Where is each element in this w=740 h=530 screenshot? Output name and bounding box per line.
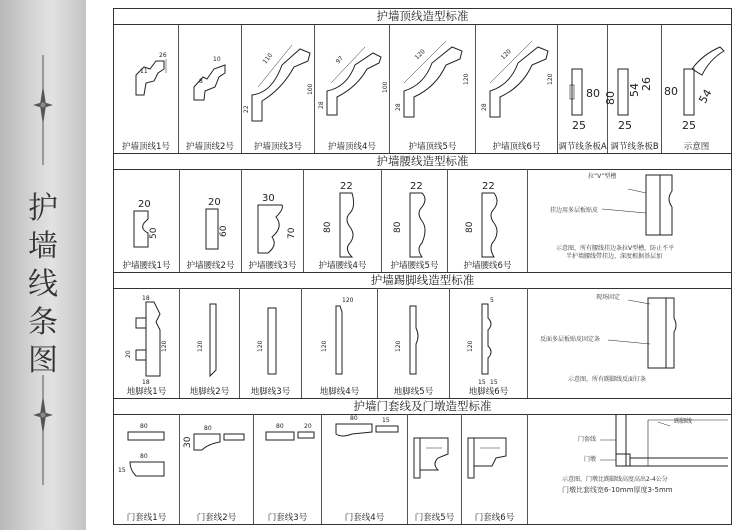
crown-4-cell bbox=[315, 25, 390, 153]
caption-skirt-3: 地脚线3号 bbox=[250, 387, 291, 397]
svg-text:25: 25 bbox=[572, 119, 586, 132]
caption-adj-a: 调节线条板A bbox=[558, 142, 607, 152]
door-note-a: 踢脚线 bbox=[674, 418, 693, 425]
caption-crown-3: 护墙顶线3号 bbox=[254, 142, 302, 152]
crown-2-drawing bbox=[179, 25, 242, 140]
skirt-4-cell bbox=[302, 288, 378, 398]
waist-5-drawing bbox=[382, 169, 448, 261]
door-row bbox=[114, 414, 731, 524]
crown-diagram-drawing bbox=[662, 25, 731, 140]
sidebar-title: 护 墙 线 条 图 bbox=[28, 191, 58, 378]
waist-2-drawing bbox=[180, 169, 242, 261]
section-title-skirting: 护墙踢脚线造型标准 bbox=[114, 272, 731, 289]
svg-text:26: 26 bbox=[640, 77, 653, 91]
caption-diagram: 示意图 bbox=[683, 142, 710, 152]
svg-text:22: 22 bbox=[340, 181, 353, 192]
svg-text:80: 80 bbox=[664, 85, 678, 98]
diagram-cell bbox=[662, 25, 731, 153]
waist-4-cell bbox=[304, 169, 382, 272]
door-diagram-cell bbox=[528, 414, 731, 524]
svg-text:110: 110 bbox=[261, 52, 275, 66]
door-1-cell bbox=[114, 414, 180, 524]
waist-note-a: 拉“V”型槽 bbox=[588, 173, 617, 180]
svg-text:80: 80 bbox=[140, 453, 148, 460]
door-4-cell bbox=[322, 414, 408, 524]
svg-text:120: 120 bbox=[257, 340, 264, 352]
caption-skirt-2: 地脚线2号 bbox=[189, 387, 230, 397]
svg-text:30: 30 bbox=[183, 436, 193, 448]
caption-crown-2: 护墙顶线2号 bbox=[186, 142, 234, 152]
caption-skirt-6: 地脚线6号 bbox=[468, 387, 509, 397]
svg-text:15: 15 bbox=[118, 467, 126, 474]
skirt-5-drawing bbox=[378, 288, 450, 386]
caption-skirt-4: 地脚线4号 bbox=[319, 387, 360, 397]
caption-waist-5: 护墙腰线5号 bbox=[390, 261, 439, 271]
waist-1-drawing bbox=[114, 169, 180, 261]
svg-text:54: 54 bbox=[628, 83, 641, 97]
door-note-c: 门墩 bbox=[584, 456, 597, 463]
svg-text:20: 20 bbox=[304, 423, 312, 430]
section-title-door: 护墙门套线及门墩造型标准 bbox=[114, 398, 731, 415]
skirt-1-drawing bbox=[114, 288, 180, 386]
adj-b-cell bbox=[604, 25, 662, 153]
caption-skirt-1: 地脚线1号 bbox=[126, 387, 167, 397]
door-3-cell bbox=[254, 414, 322, 524]
adj-a-drawing bbox=[558, 25, 608, 140]
svg-text:15: 15 bbox=[490, 379, 498, 386]
crown-6-cell bbox=[476, 25, 558, 153]
door-5-drawing bbox=[408, 414, 462, 510]
caption-waist-2: 护墙腰线2号 bbox=[186, 261, 235, 271]
door-2-drawing bbox=[180, 414, 254, 510]
caption-crown-1: 护墙顶线1号 bbox=[122, 142, 170, 152]
svg-text:120: 120 bbox=[463, 73, 470, 85]
crown-2-cell bbox=[179, 25, 242, 153]
svg-text:120: 120 bbox=[395, 340, 402, 352]
svg-text:28: 28 bbox=[318, 101, 325, 109]
waist-note-b: 挂边用多层板贴皮 bbox=[550, 207, 599, 214]
caption-crown-6: 护墙顶线6号 bbox=[492, 142, 541, 152]
skirt-3-cell bbox=[240, 288, 302, 398]
skirt-note-a: 现场固定 bbox=[596, 294, 621, 301]
svg-text:20: 20 bbox=[138, 199, 151, 210]
svg-text:97: 97 bbox=[334, 54, 345, 66]
door-2-cell bbox=[180, 414, 254, 524]
svg-text:100: 100 bbox=[307, 83, 314, 95]
svg-text:15: 15 bbox=[478, 379, 486, 386]
crown-1-cell bbox=[114, 25, 179, 153]
crown-row bbox=[114, 25, 731, 154]
svg-text:80: 80 bbox=[204, 425, 212, 432]
svg-text:20: 20 bbox=[125, 350, 132, 358]
caption-adj-b: 调节线条板B bbox=[610, 142, 659, 152]
svg-text:120: 120 bbox=[413, 48, 427, 62]
skirt-note-b: 反面多层板贴皮固定条 bbox=[540, 336, 601, 343]
caption-door-5: 门套线5号 bbox=[414, 513, 455, 523]
svg-text:80: 80 bbox=[140, 423, 148, 430]
svg-text:10: 10 bbox=[213, 56, 221, 63]
ornament-bottom-icon bbox=[33, 375, 53, 485]
door-note-e: 门墩比套线宽6-10mm厚度3-5mm bbox=[562, 486, 673, 494]
crown-6-drawing bbox=[476, 25, 558, 140]
door-4-drawing bbox=[322, 414, 408, 510]
skirt-3-drawing bbox=[240, 288, 302, 386]
caption-door-3: 门套线3号 bbox=[267, 513, 308, 523]
svg-text:80: 80 bbox=[323, 221, 333, 233]
svg-text:22: 22 bbox=[410, 181, 423, 192]
door-6-drawing bbox=[462, 414, 528, 510]
caption-skirt-5: 地脚线5号 bbox=[393, 387, 434, 397]
svg-text:8: 8 bbox=[199, 78, 203, 85]
svg-text:22: 22 bbox=[482, 181, 495, 192]
section-title-waist: 护墙腰线造型标准 bbox=[114, 153, 731, 170]
skirting-row bbox=[114, 288, 731, 399]
skirt-6-drawing bbox=[450, 288, 528, 386]
skirt-diagram-cell bbox=[528, 288, 731, 398]
waist-6-cell bbox=[448, 169, 528, 272]
drawing-sheet bbox=[113, 8, 732, 525]
svg-text:80: 80 bbox=[586, 87, 600, 100]
door-1-drawing bbox=[114, 414, 180, 510]
adj-a-cell bbox=[558, 25, 608, 153]
svg-text:120: 120 bbox=[197, 340, 204, 352]
svg-text:50: 50 bbox=[149, 227, 159, 239]
svg-text:100: 100 bbox=[382, 81, 389, 93]
crown-3-drawing bbox=[242, 25, 315, 140]
svg-text:120: 120 bbox=[321, 340, 328, 352]
svg-text:18: 18 bbox=[142, 379, 150, 386]
svg-text:120: 120 bbox=[467, 340, 474, 352]
waist-row bbox=[114, 169, 731, 273]
svg-text:5: 5 bbox=[490, 297, 494, 304]
waist-3-drawing bbox=[242, 169, 304, 261]
svg-text:80: 80 bbox=[604, 91, 617, 105]
waist-1-cell bbox=[114, 169, 180, 272]
svg-text:120: 120 bbox=[342, 297, 354, 304]
door-3-drawing bbox=[254, 414, 322, 510]
svg-text:22: 22 bbox=[243, 105, 250, 113]
waist-3-cell bbox=[242, 169, 304, 272]
waist-diagram-cell bbox=[528, 169, 731, 272]
svg-text:25: 25 bbox=[682, 119, 696, 132]
svg-text:18: 18 bbox=[142, 295, 150, 302]
adj-b-drawing bbox=[604, 25, 662, 140]
svg-text:80: 80 bbox=[465, 221, 475, 233]
crown-3-cell bbox=[242, 25, 315, 153]
svg-text:25: 25 bbox=[618, 119, 632, 132]
caption-door-4: 门套线4号 bbox=[344, 513, 385, 523]
svg-text:120: 120 bbox=[161, 340, 168, 352]
door-5-cell bbox=[408, 414, 462, 524]
skirt-2-cell bbox=[180, 288, 240, 398]
caption-door-1: 门套线1号 bbox=[126, 513, 167, 523]
caption-door-2: 门套线2号 bbox=[196, 513, 237, 523]
svg-text:80: 80 bbox=[393, 221, 403, 233]
skirt-5-cell bbox=[378, 288, 450, 398]
door-note-d: 示意图，门墩比踢脚线高度高出2-4公分 bbox=[562, 476, 668, 483]
svg-text:120: 120 bbox=[499, 48, 513, 62]
ornament-top-icon bbox=[33, 55, 53, 165]
svg-text:54: 54 bbox=[696, 87, 715, 106]
skirt-4-drawing bbox=[302, 288, 378, 386]
caption-waist-1: 护墙腰线1号 bbox=[122, 261, 171, 271]
svg-text:60: 60 bbox=[219, 225, 229, 237]
skirt-2-drawing bbox=[180, 288, 240, 386]
door-note-b: 门套线 bbox=[578, 436, 597, 443]
caption-waist-4: 护墙腰线4号 bbox=[318, 261, 367, 271]
waist-note-c: 示意图，所有腰线挂边条拉V型槽，防止不平 bbox=[556, 245, 675, 252]
sidebar bbox=[0, 0, 86, 530]
door-6-cell bbox=[462, 414, 528, 524]
svg-text:26: 26 bbox=[159, 52, 167, 59]
svg-text:80: 80 bbox=[276, 423, 284, 430]
svg-text:15: 15 bbox=[382, 417, 390, 424]
waist-5-cell bbox=[382, 169, 448, 272]
crown-1-drawing bbox=[114, 25, 179, 140]
waist-2-cell bbox=[180, 169, 242, 272]
caption-crown-4: 护墙顶线4号 bbox=[328, 142, 376, 152]
svg-text:80: 80 bbox=[350, 415, 358, 422]
caption-crown-5: 护墙顶线5号 bbox=[408, 142, 457, 152]
svg-text:11: 11 bbox=[140, 68, 148, 75]
svg-text:28: 28 bbox=[481, 103, 488, 111]
crown-4-drawing bbox=[315, 25, 390, 140]
skirt-note-c: 示意图，所有踢脚线反面钉条 bbox=[568, 376, 647, 383]
caption-waist-6: 护墙腰线6号 bbox=[463, 261, 512, 271]
waist-4-drawing bbox=[304, 169, 382, 261]
svg-text:28: 28 bbox=[395, 103, 402, 111]
skirt-6-cell bbox=[450, 288, 528, 398]
crown-5-drawing bbox=[390, 25, 476, 140]
caption-door-6: 门套线6号 bbox=[474, 513, 515, 523]
waist-6-drawing bbox=[448, 169, 528, 261]
caption-waist-3: 护墙腰线3号 bbox=[248, 261, 297, 271]
crown-5-cell bbox=[390, 25, 476, 153]
svg-text:30: 30 bbox=[262, 193, 275, 204]
svg-text:70: 70 bbox=[287, 227, 297, 239]
section-title-crown: 护墙顶线造型标准 bbox=[114, 9, 731, 25]
svg-text:20: 20 bbox=[208, 197, 221, 208]
skirt-1-cell bbox=[114, 288, 180, 398]
waist-note-d: 半护墙腰线带挂边，深度根据基层加 bbox=[566, 253, 663, 260]
svg-text:120: 120 bbox=[547, 73, 554, 85]
